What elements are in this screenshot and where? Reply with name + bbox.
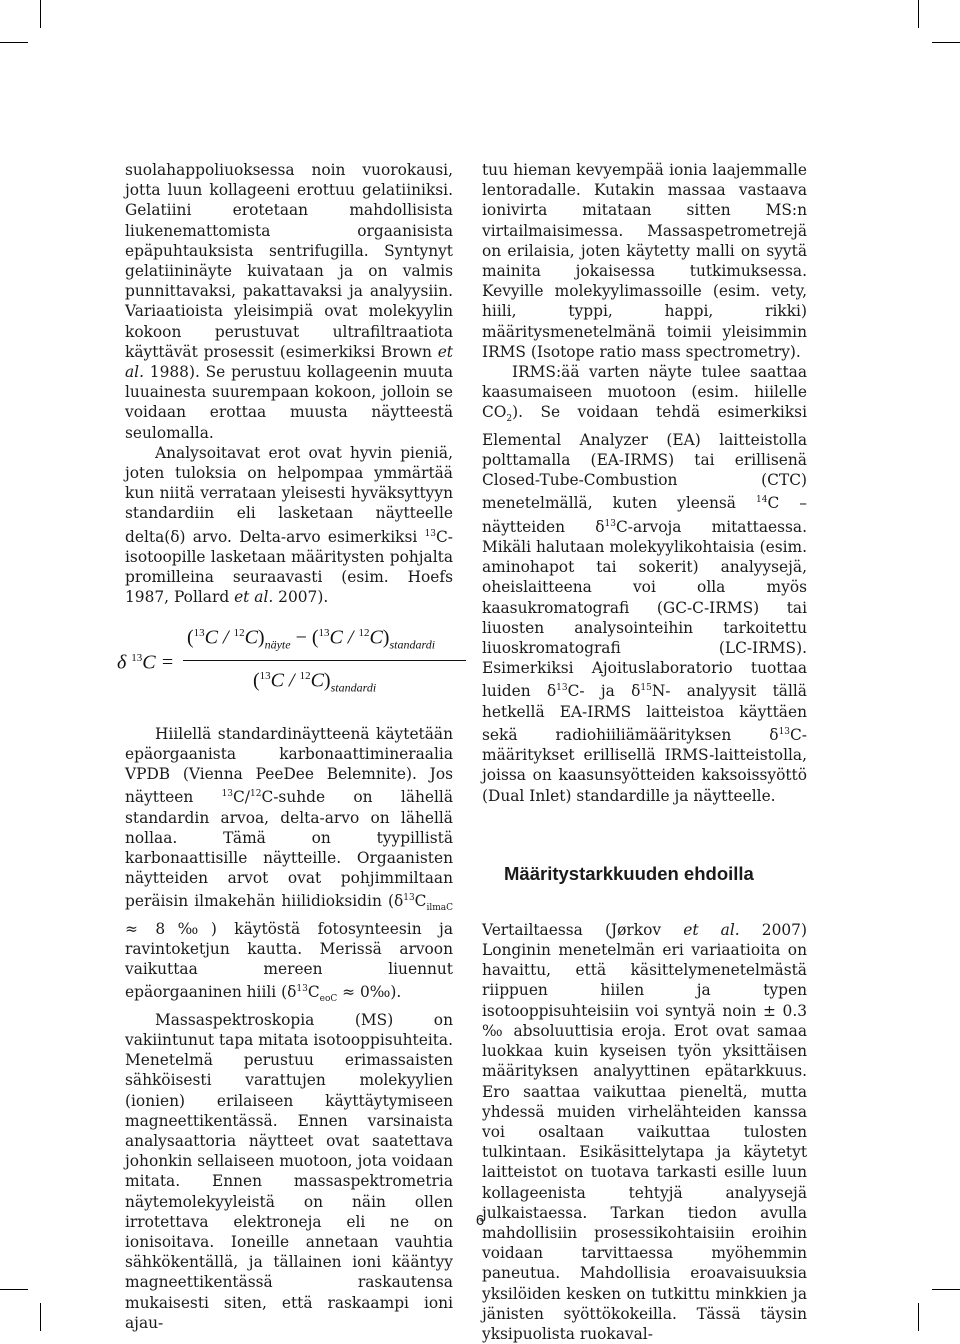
- crop-mark-top-right-h: [932, 42, 960, 43]
- crop-mark-top-right-v: [918, 0, 919, 28]
- crop-mark-top-left-v: [40, 0, 41, 28]
- section-heading: Määritystarkkuuden ehdoilla: [504, 862, 754, 884]
- equation-numerator: $(^{13}C / ^{12}C)_{näyte} - (^{13}C / ^{12}C)_{standardi}$: [187, 626, 436, 652]
- left-paragraph-3: Hiilellä standardinäytteenä käytetään epäorgaanista karbonaattimineraalia VPDB (Vienna PeeDee Belemnite). Jos näytteen $^{13}$C/$^{12}$C-suhde on lähellä standardin arvoa, delta-arvo on lähellä nollaa. Tämä on tyypillistä karbonaattisille näytteille. Orgaanisten näytteiden arvot ovat pohjimmiltaan peräisin ilmakehän hiilidioksidin ($\delta^{13}C_{ilmaC}$ ≈ 8‰) käytöstä fotosynteesin ja ravintoketjun kautta. Merissä arvoon vaikuttaa mereen liuennut epäorgaaninen hiili ($\delta^{13}C_{eoC}$ ≈ 0‰).: [125, 724, 453, 1005]
- crop-mark-bottom-left-h: [0, 1289, 28, 1290]
- left-paragraph-4: Massaspektroskopia (MS) on vakiintunut tapa mitata isotooppisuhteita. Menetelmä perustuu erimassaisten sähköisesti varattujen molekyylien (ionien) erilaiseen käyttäytymiseen magneettikentässä. Ennen varsinaista analysaattoria näytteet ovat saatettava johonkin sellaiseen muotoon, jota voidaan mitata. Ennen massaspektrometria näytemolekyyleistä on näin ollen irrotettava elektroneja eli ne on ionisoitava. Ioneille annetaan vauhtia sähkökentällä, ja tällainen ioni kääntyy magneettikentässä raskautensa mukaisesti siten, että raskaampi ioni ajau-: [125, 1010, 453, 1332]
- equation-lhs: δ $^{13}$C =: [117, 651, 175, 674]
- crop-mark-bottom-left-v: [40, 1303, 41, 1331]
- equation-denominator: $(^{13}C / ^{12}C)_{standardi}$: [253, 669, 377, 695]
- right-paragraph-1: tuu hieman kevyempää ionia laajemmalle lentoradalle. Kutakin massaa vastaava ionivirta mitataan sitten MS:n virtailmaisimessa. Massaspetrometrejä on erilaisia, joten käytetty malli on syytä mainita jokaisessa tutkimuksessa. Kevyille molekyylimassoille (esim. vety, hiili, typpi, happi, rikki) määritysmenetelmänä toimii yleisimmin IRMS (Isotope ratio mass spectrometry).: [482, 161, 807, 361]
- right-paragraph-3: Vertailtaessa (Jørkov et al. 2007) Longinin menetelmän eri variaatioita on havaittu, että käsittelymenetelmästä riippuen hiilen ja typen isotooppisuhteisiin voi syntyä noin ± 0.3 ‰ absoluuttisia eroja. Erot ovat samaa luokkaa kuin kyseisen työn yksittäisen määrityksen analyyttinen epätarkkuus. Ero saattaa vaikuttaa pieneltä, mutta yhdessä muiden virhelähteiden kanssa voi osaltaan vaikuttaa tulosten tulkintaan. Esikäsittelytapa ja käytetyt laitteistot on tuotava tarkasti esille luun kollageenista tehtyjä analyysejä julkaistaessa. Tarkan tiedon avulla mahdollisiin prosessikohtaisiin eroihin voidaan tarvittaessa myöhemmin paneutua. Mahdollisia eroavaisuuksia yksilöiden kesken on tutkittu minkkien ja jänisten syöttökokeilla. Tässä täysin yksipuolista ruokaval-: [482, 920, 807, 1343]
- left-column: [117, 160, 453, 1333]
- delta-equation: [117, 616, 453, 710]
- right-column: [482, 160, 807, 1344]
- crop-mark-top-left-h: [0, 42, 28, 43]
- crop-mark-bottom-right-v: [918, 1303, 919, 1331]
- crop-mark-bottom-right-h: [932, 1289, 960, 1290]
- left-paragraph-1: suolahappoliuoksessa noin vuorokausi, jotta luun kollageeni erottuu gelatiiniksi. Gelatiini erotetaan mahdollisista liukenemattomista orgaanisista epäpuhtauksista sentrifugilla. Syntynyt gelatiininäyte kuivataan ja on valmis punnittavaksi, pakattavaksi ja analyysiin. Variaatioista yleisimpiä ovat molekyylin kokoon perustuvat ultrafiltraatiota käyttävät prosessit (esimerkiksi Brown et al. 1988). Se perustuu kollageenin muuta luuainesta suurempaan kokoon, jolloin se voidaan erottaa muusta näytteestä seulomalla.: [125, 161, 453, 442]
- page-number: 6: [475, 1212, 485, 1229]
- right-paragraph-2: IRMS:ää varten näyte tulee saattaa kaasumaiseen muotoon (esim. hiilelle $CO_2$). Se voidaan tehdä esimerkiksi Elemental Analyzer (EA) laitteistolla polttamalla (EA-IRMS) tai erillisenä Closed-Tube-Combustion (CTC) menetelmällä, kuten yleensä $^{14}$C –näytteiden $\delta^{13}C$-arvoja mitattaessa. Mikäli halutaan molekyylikohtaisia (esim. aminohapot tai sokerit) analyysejä, oheislaitteena voi olla myös kaasukromatografi (GC-C-IRMS) tai liuosten analysointeihin tarkoitettu liuoskromatografi (LC-IRMS). Esimerkiksi Ajoituslaboratorio tuottaa luiden $\delta^{13}C-$ ja $\delta^{15}N-$ analyysit tällä hetkellä EA-IRMS laitteistoa käyttäen sekä radiohiiliämäärityksen $\delta^{13}C$-määritykset erillisellä IRMS-laitteistolla, joissa on kaasunsyötteiden kaksoissyöttö (Dual Inlet) standardille ja näytteelle.: [482, 363, 808, 805]
- left-paragraph-2: Analysoitavat erot ovat hyvin pieniä, joten tuloksia on helpompaa ymmärtää kun niitä verrataan yleisesti hyväksyttyyn standardiin eli lasketaan näytteelle delta(δ) arvo. Delta-arvo esimerkiksi $^{13}$C-isotoopille lasketaan määritysten pohjalta promilleina seuraavasti (esim. Hoefs 1987, Pollard et al. 2007).: [125, 443, 453, 607]
- fraction-bar: [183, 660, 466, 661]
